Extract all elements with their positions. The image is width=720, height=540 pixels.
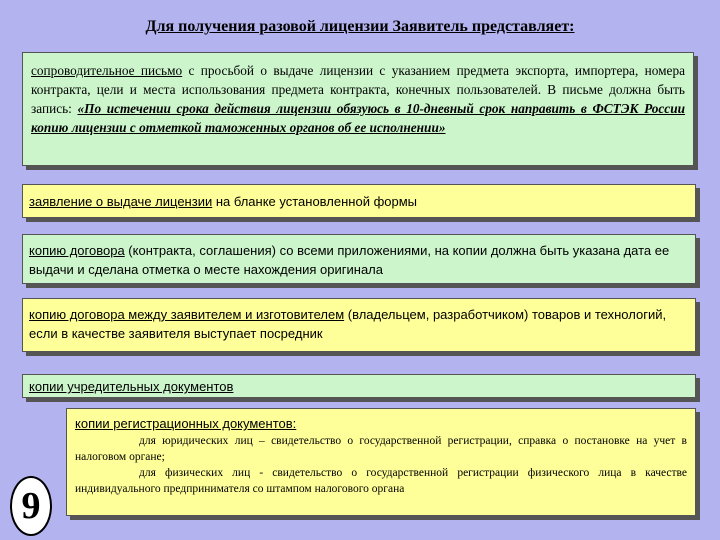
- founding-documents-lead: копии учредительных документов: [29, 379, 234, 394]
- registration-documents-heading: копии регистрационных документов:: [75, 416, 297, 431]
- manufacturer-contract-text: (владельцем, разработчиком) товаров и технологий, если в качестве заявителя выступает посредник: [29, 307, 667, 341]
- page-title: Для получения разовой лицензии Заявитель представляет:: [145, 18, 575, 35]
- contract-copy-lead: копию договора: [29, 243, 125, 258]
- requirement-contract-copy: [22, 234, 696, 284]
- cover-letter-lead: сопроводительное письмо: [31, 63, 183, 78]
- page-number-badge: 9: [10, 476, 52, 536]
- manufacturer-contract-lead: копию договора между заявителем и изготовителем: [29, 307, 345, 322]
- contract-copy-text: (контракта, соглашения) со всеми приложениями, на копии должна быть указана дата ее выдачи и сделана отметка о месте нахождения оригинала: [29, 243, 670, 277]
- cover-letter-quote: «По истечении срока действия лицензии обязуюсь в 10-дневный срок направить в ФСТЭК России копию лицензии с отметкой таможенных органов об ее исполнении»: [31, 101, 685, 135]
- requirement-application: [22, 184, 696, 218]
- requirement-registration-documents: [66, 408, 696, 516]
- registration-legal-entities: для юридических лиц – свидетельство о государственной регистрации, справка о постановке на учет в налоговом органе;: [75, 435, 687, 463]
- requirement-founding-documents: [22, 374, 696, 398]
- requirement-manufacturer-contract: [22, 298, 696, 352]
- application-text: на бланке установленной формы: [212, 194, 418, 209]
- cover-letter-text: с просьбой о выдаче лицензии с указанием предмета экспорта, импортера, номера контракта, цели и места использования предмета контракта, конечных пользователей. В письме должна быть запись:: [31, 63, 686, 116]
- registration-individuals: для физических лиц - свидетельство о государственной регистрации физического лица в качестве индивидуального предпринимателя со штампом налогового органа: [75, 467, 687, 495]
- requirement-cover-letter: [22, 52, 694, 166]
- application-lead: заявление о выдаче лицензии: [29, 194, 213, 209]
